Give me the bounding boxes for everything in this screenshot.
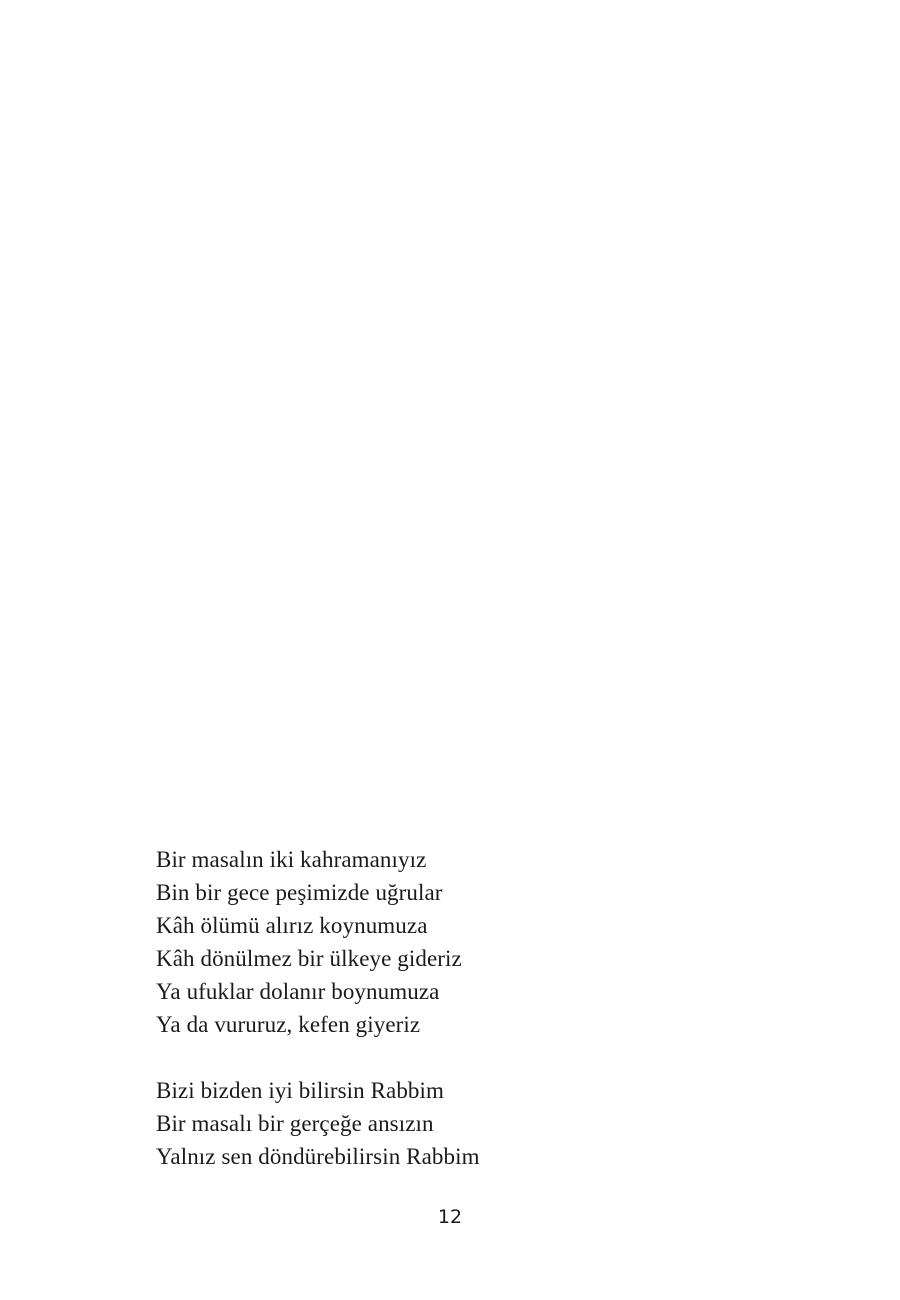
stanza-1 <box>156 843 756 1041</box>
page-number: 12 <box>437 1206 463 1228</box>
poem-line: Bizi bizden iyi bilirsin Rabbim <box>156 1078 445 1103</box>
poem-line: Bir masalın iki kahramanıyız <box>156 847 427 872</box>
poem-line: Kâh ölümü alırız koynumuza <box>156 913 428 938</box>
poem-line: Ya ufuklar dolanır boynumuza <box>156 979 440 1004</box>
poem-line: Bin bir gece peşimizde uğrular <box>156 880 443 905</box>
poem-line: Bir masalı bir gerçeğe ansızın <box>156 1111 434 1136</box>
poem-line: Kâh dönülmez bir ülkeye gideriz <box>156 946 462 971</box>
poem <box>156 843 756 1173</box>
poem-line: Yalnız sen döndürebilirsin Rabbim <box>156 1144 480 1169</box>
stanza-2 <box>156 1074 756 1173</box>
poem-line: Ya da vururuz, kefen giyeriz <box>156 1012 421 1037</box>
